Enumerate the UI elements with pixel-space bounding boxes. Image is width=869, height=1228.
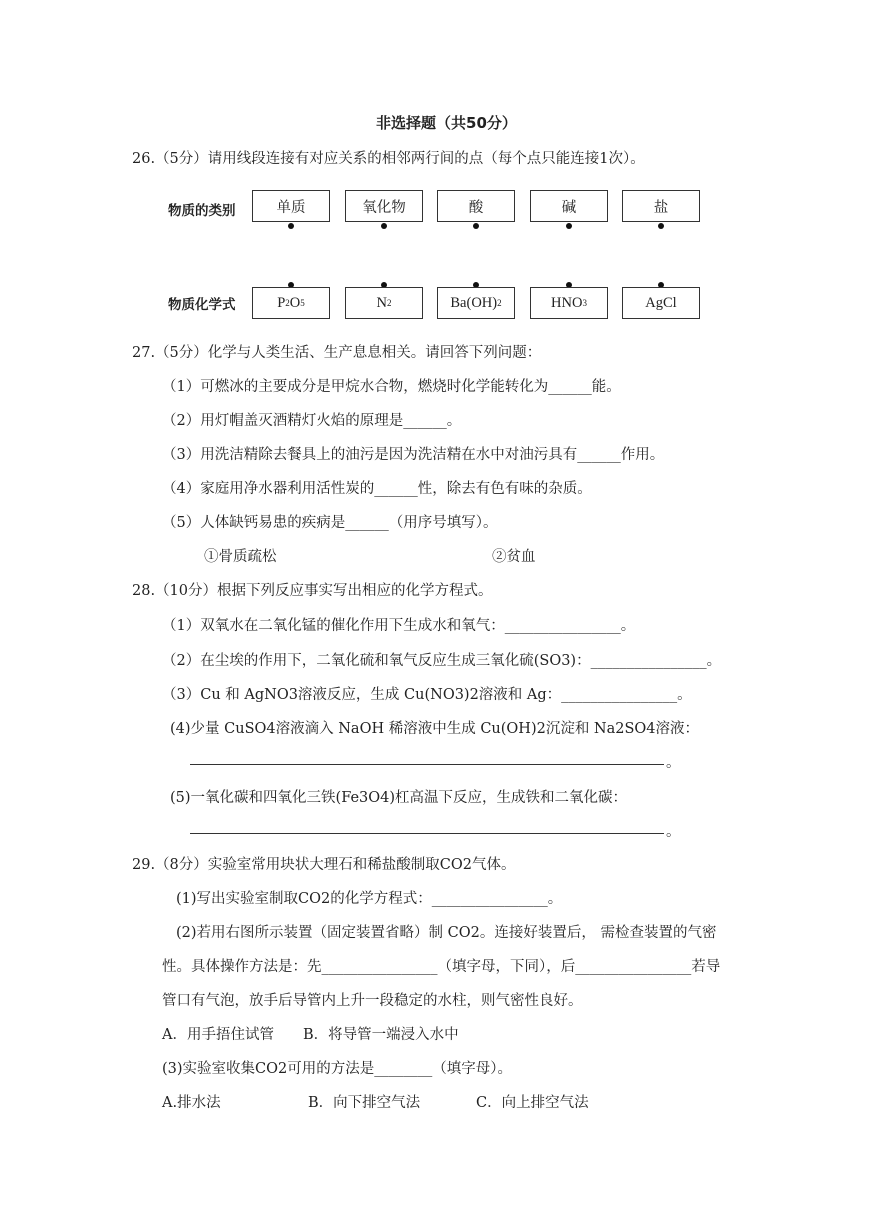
category-box-oxide [345, 190, 423, 222]
q29-option: A.排水法 [162, 1095, 221, 1111]
q28-item: （1）双氧水在二氧化锰的催化作用下生成水和氧气：________________。 [162, 618, 636, 634]
answer-line [190, 764, 664, 765]
q27-item: （2）用灯帽盖灭酒精灯火焰的原理是______。 [162, 413, 462, 429]
q27-item: （3）用洗洁精除去餐具上的油污是因为洗洁精在水中对油污具有______作用。 [162, 447, 665, 463]
q28-text: 28.（10分）根据下列反应事实写出相应的化学方程式。 [132, 583, 493, 599]
q28-item: （3）Cu 和 AgNO3溶液反应，生成 Cu(NO3)2溶液和 Ag：________________。 [162, 687, 692, 703]
connect-point[interactable] [288, 223, 294, 229]
q29-item: 性。具体操作方法是：先________________（填字母，下同），后________________若导 [162, 959, 721, 975]
q27-option: ②贫血 [492, 549, 536, 565]
q29-option: C．向上排空气法 [476, 1095, 589, 1111]
q29-option: B．向下排空气法 [308, 1095, 421, 1111]
row-label-category: 物质的类别 [168, 203, 236, 219]
q27-item: （5）人体缺钙易患的疾病是______（用序号填写）。 [162, 515, 498, 531]
category-box-elemental [252, 190, 330, 222]
q29-item: (2)若用右图所示装置（固定装置省略）制 CO2。连接好装置后， 需检查装置的气密 [176, 925, 717, 941]
q27-option: ①骨质疏松 [204, 549, 277, 565]
row-label-formula: 物质化学式 [168, 297, 236, 313]
q27-item: （4）家庭用净水器利用活性炭的______性，除去有色有味的杂质。 [162, 481, 592, 497]
formula-box-agcl: AgCl [622, 287, 700, 319]
q27-text: 27.（5分）化学与人类生活、生产息息相关。请回答下列问题： [132, 345, 542, 361]
q27-item: （1）可燃冰的主要成分是甲烷水合物，燃烧时化学能转化为______能。 [162, 379, 621, 395]
q26-text: 26.（5分）请用线段连接有对应关系的相邻两行间的点（每个点只能连接1次）。 [132, 151, 645, 167]
category-box-base [530, 190, 608, 222]
connect-point[interactable] [658, 223, 664, 229]
connect-point[interactable] [381, 223, 387, 229]
category-label: 碱 [561, 199, 577, 216]
category-label: 盐 [653, 199, 669, 216]
section-header: 非选择题（共50分） [376, 114, 517, 132]
answer-line [190, 833, 664, 834]
q29-item: 管口有气泡，放手后导管内上升一段稳定的水柱，则气密性良好。 [162, 993, 583, 1009]
q28-item: （2）在尘埃的作用下，二氧化硫和氧气反应生成三氧化硫(SO3)：________________。 [162, 653, 722, 669]
formula-box-n2: N 2 [345, 287, 423, 319]
q29-options: A．用手捂住试管 B．将导管一端浸入水中 [162, 1027, 459, 1043]
category-label: 氧化物 [362, 199, 406, 216]
q28-item: (5)一氧化碳和四氧化三铁(Fe3O4)杠高温下反应，生成铁和二氧化碳： [170, 790, 628, 806]
formula-box-p2o5: P 2 O 5 [252, 287, 330, 319]
category-box-salt [622, 190, 700, 222]
category-label: 酸 [468, 199, 484, 216]
q29-item: (3)实验室收集CO2可用的方法是________（填字母）。 [162, 1061, 512, 1077]
connect-point[interactable] [566, 223, 572, 229]
category-box-acid [437, 190, 515, 222]
formula-box-baoh2: Ba(OH) 2 [437, 287, 515, 319]
category-label: 单质 [276, 199, 306, 216]
line-period: 。 [666, 755, 681, 771]
q29-text: 29.（8分）实验室常用块状大理石和稀盐酸制取CO2气体。 [132, 857, 516, 873]
q28-item: (4)少量 CuSO4溶液滴入 NaOH 稀溶液中生成 Cu(OH)2沉淀和 Na2SO4溶液： [170, 721, 700, 737]
formula-box-hno3: HNO 3 [530, 287, 608, 319]
connect-point[interactable] [473, 223, 479, 229]
line-period: 。 [666, 824, 681, 840]
q29-item: (1)写出实验室制取CO2的化学方程式：________________。 [176, 891, 563, 907]
